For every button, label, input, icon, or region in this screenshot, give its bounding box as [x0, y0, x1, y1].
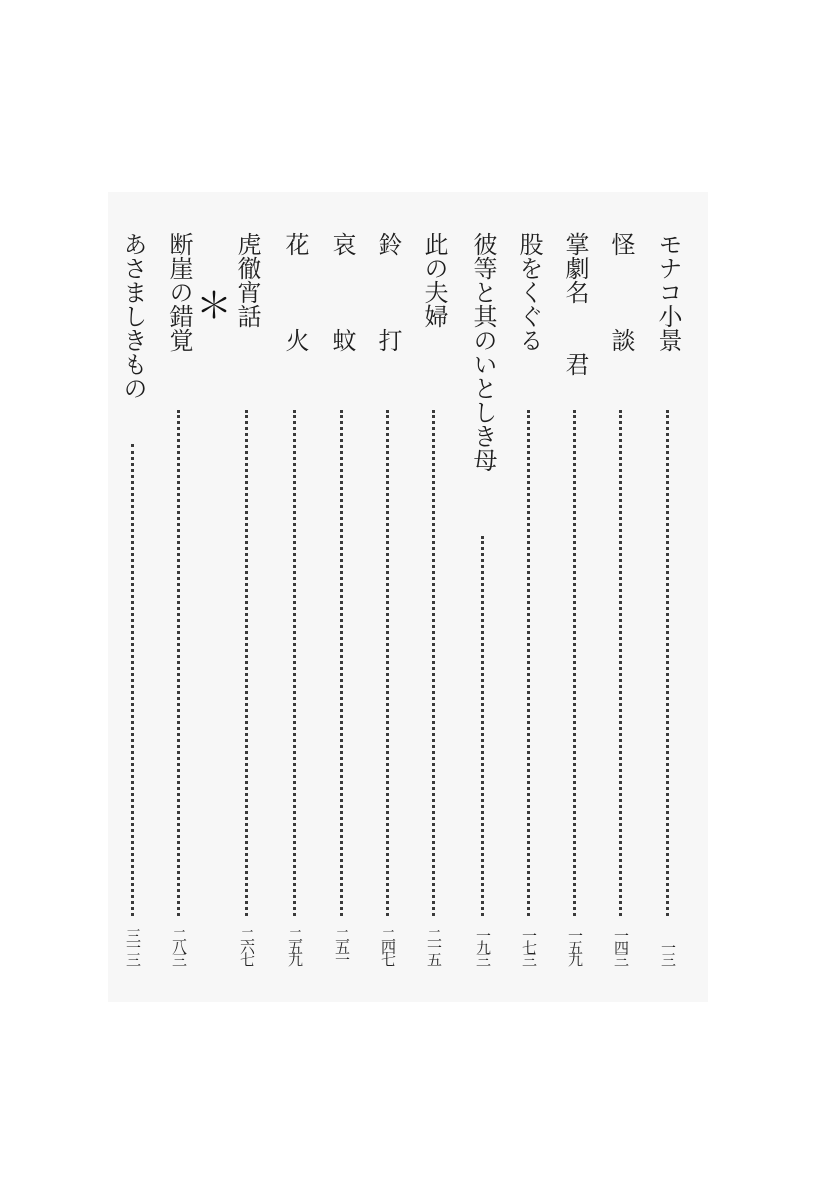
toc-entry-hanabi[interactable] — [280, 232, 310, 964]
toc-entry-page: 一三 — [659, 940, 677, 964]
toc-entry-page: 二一五 — [425, 928, 443, 964]
toc-entry-kaidan[interactable] — [606, 232, 636, 964]
toc-entry-title: 掌劇名 君 — [561, 232, 589, 376]
toc-entry-dangai-no-sakkaku[interactable] — [164, 232, 194, 964]
toc-entry-page: 二四七 — [379, 928, 397, 964]
toc-entry-title: 怪 談 — [607, 232, 635, 352]
toc-entry-page: 一九三 — [474, 928, 492, 964]
leader-dots — [573, 410, 576, 916]
toc-entry-mata-wo-kuguru[interactable] — [514, 232, 544, 964]
toc-entry-page: 二五九 — [286, 928, 304, 964]
leader-dots — [432, 410, 435, 916]
toc-entry-title: 彼等と其のいとしき母 — [469, 232, 497, 472]
toc-entry-title: 此の夫婦 — [420, 232, 448, 328]
toc-entry-aibun[interactable] — [327, 232, 357, 964]
leader-dots — [666, 410, 669, 916]
leader-dots — [131, 444, 134, 916]
toc-entry-page: 一四三 — [612, 928, 630, 964]
toc-entry-title: あさましきもの — [119, 232, 147, 400]
leader-dots — [245, 410, 248, 916]
toc-entry-page: 一七三 — [520, 928, 538, 964]
toc-entry-title: 花 火 — [281, 232, 309, 352]
toc-entry-page: 一五九 — [566, 928, 584, 964]
toc-entry-karera-to[interactable] — [468, 232, 498, 964]
toc-entry-kono-fufu[interactable] — [419, 232, 449, 964]
leader-dots — [177, 410, 180, 916]
toc-entry-title: 虎徹宵話 — [233, 232, 261, 328]
leader-dots — [386, 410, 389, 916]
toc-entry-reida[interactable] — [373, 232, 403, 964]
leader-dots — [481, 536, 484, 916]
section-separator-asterisk: ＊ — [196, 286, 233, 327]
toc-entry-page: 二六七 — [238, 928, 256, 964]
toc-entry-shogekimeikun[interactable] — [560, 232, 590, 964]
leader-dots — [340, 410, 343, 916]
toc-entry-title: 股をくぐる — [515, 232, 543, 352]
leader-dots — [619, 410, 622, 916]
leader-dots — [293, 410, 296, 916]
toc-entry-title: モナコ小景 — [654, 232, 682, 352]
toc-entry-monaco[interactable] — [653, 232, 683, 964]
toc-entry-kotetsu-showa[interactable] — [232, 232, 262, 964]
leader-dots — [527, 410, 530, 916]
toc-entry-page: 三一三 — [124, 928, 142, 964]
toc-entry-title: 断崖の錯覚 — [165, 232, 193, 352]
toc-entry-page: 二五一 — [333, 928, 351, 964]
toc-entry-asamashiki-mono[interactable] — [118, 232, 148, 964]
toc-entry-title: 哀 蚊 — [328, 232, 356, 352]
toc-entry-page: 二八三 — [170, 928, 188, 964]
toc-entry-title: 鈴 打 — [374, 232, 402, 352]
